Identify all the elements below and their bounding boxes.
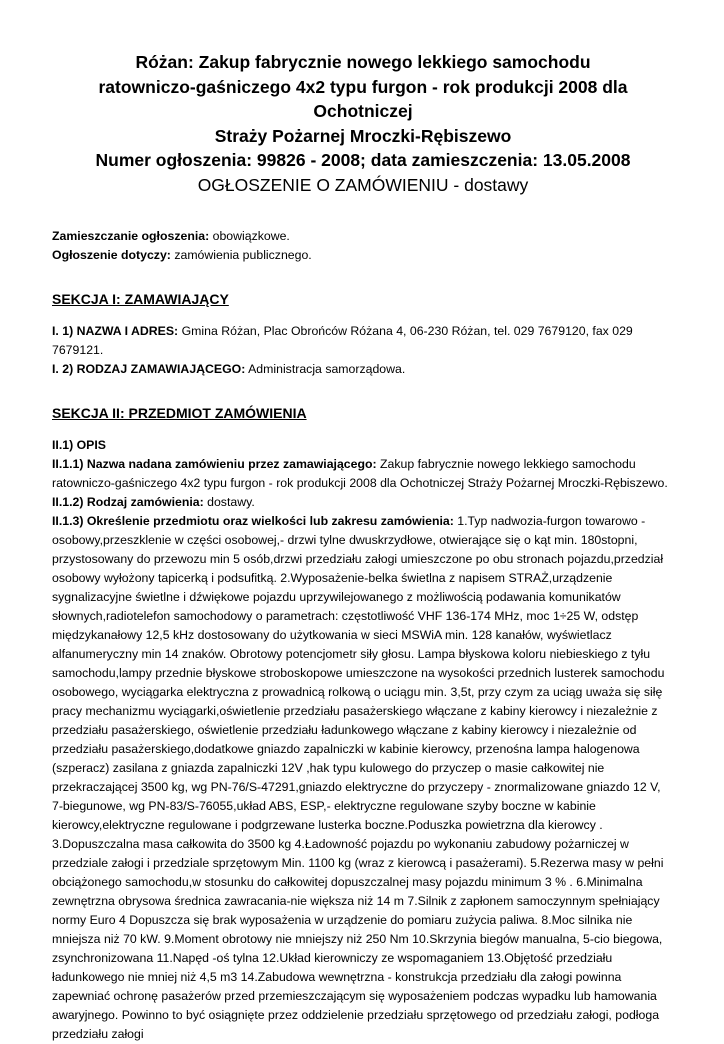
meta-dotyczy-label: Ogłoszenie dotyczy: [52, 248, 171, 262]
meta-zamieszczanie-label: Zamieszczanie ogłoszenia: [52, 229, 210, 243]
meta-zamieszczanie-value: obowiązkowe. [212, 229, 290, 243]
ii12-label: II.1.2) Rodzaj zamówienia: [52, 495, 204, 509]
document-announcement-number: Numer ogłoszenia: 99826 - 2008; data zamieszczenia: 13.05.2008 [95, 150, 631, 170]
i2-value: Administracja samorządowa. [248, 362, 406, 376]
ii11-label: II.1.1) Nazwa nadana zamówieniu przez zamawiającego: [52, 457, 377, 471]
ii1-opis-label: II.1) OPIS [52, 438, 106, 452]
ii12-value: dostawy. [207, 495, 255, 509]
i1-label: I. 1) NAZWA I ADRES: [52, 324, 179, 338]
section-1-name-address [52, 322, 674, 360]
ii13-paragraph [52, 512, 674, 1044]
section-1-type [52, 360, 674, 379]
document-title-line-2: ratowniczo-gaśniczego 4x2 typu furgon - rok produkcji 2008 dla Ochotniczej [98, 76, 628, 121]
meta-zamieszczanie [52, 227, 674, 246]
meta-dotyczy [52, 246, 674, 265]
document-title-line-3: Straży Pożarnej Mroczki-Rębiszewo [214, 125, 512, 146]
ii12-paragraph [52, 493, 674, 512]
ii11-paragraph [52, 455, 674, 493]
document-page [52, 50, 674, 1044]
ii13-value: 1.Typ nadwozia-furgon towarowo -osobowy,przeszklenie w części osobowej,- drzwi tylne dwuskrzydłowe, otwierające się o kąt min. 180stopni, przystosowany do przewozu min 5 osób,drzwi przedziału załogi umieszczone po obu stronach pojazdu,przedział osobowy wyłożony tapicerką i podsufitką. 2.Wyposażenie-belka świetlna z napisem STRAŻ,urządzenie sygnalizacyjne świetlne i dźwiękowe pojazdu uprzywilejowanego z możliwością podawania komunikatów słownych,radiotelefon samochodowy o parametrach: częstotliwość VHF 136-174 MHz, moc 1÷25 W, odstęp międzykanałowy 12,5 kHz dostosowany do użytkowania w sieci MSWiA min. 128 kanałów, wyświetlacz alfanumeryczny min 14 znaków. Obrotowy potencjometr siły głosu. Lampa błyskowa koloru niebieskiego z tyłu samochodu,lampy przednie błyskowe stroboskopowe umieszczone na wysokości przednich lusterek samochodu osobowego, wyciągarka elektryczna z prowadnicą rolkową o uciągu min. 3,5t, przy czym za uciąg uważa się siłę pracy mechanizmu wyciągarki,oświetlenie przedziału pasażerskiego włączane z kabiny kierowcy i niezależnie z przedziału pasażerskiego, oświetlenie przedziału ładunkowego włączane z kabiny kierowcy i niezależnie od przedziału pasażerskiego,dodatkowe gniazdo zapalniczki w kabinie kierowcy, przenośna lampa halogenowa (szperacz) zasilana z gniazda zapalniczki 12V ,hak typu kulowego do przyczep o masie całkowitej nie przekraczającej 3500 kg, wg PN-76/S-47291,gniazdo elektryczne do przyczepy - znormalizowane gniazdo 12 V, 7-biegunowe, wg PN-83/S-76055,układ ABS, ESP,- elektryczne regulowane szyby boczne w kabinie kierowcy,elektryczne regulowane i podgrzewane lusterka boczne.Poduszka powietrzna dla kierowcy . 3.Dopuszczalna masa całkowita do 3500 kg 4.Ładowność pojazdu po wykonaniu zabudowy pożarniczej w przedziale załogi i przedziale sprzętowym Min. 1100 kg (wraz z kierowcą i pasażerami). 5.Rezerwa masy w pełni obciążonego samochodu,w stosunku do całkowitej dopuszczalnej masy pojazdu minimum 3 % . 6.Minimalna zewnętrzna obrysowa średnica zawracania-nie większa niż 14 m 7.Silnik z zapłonem samoczynnym spełniający normy Euro 4 Dopuszcza się brak wyposażenia w urządzenie do pomiaru zużycia paliwa. 8.Moc silnika nie mniejsza niż 70 kW. 9.Moment obrotowy nie mniejszy niż 250 Nm 10.Skrzynia biegów manualna, 5-cio biegowa, zsynchronizowana 11.Napęd -oś tylna 12.Układ kierowniczy ze wspomaganiem 13.Objętość przedziału ładunkowego nie mniej niż 4,5 m3 14.Zabudowa wewnętrzna - konstrukcja przedziału dla załogi powinna zapewniać ochronę pasażerów przed przemieszczającym się wyposażeniem podczas wypadku lub hamowania awaryjnego. Powinno to być osiągnięte przez oddzielenie przedziału sprzętowego od przedziału załogi, podłoga przedziału załogi [52, 514, 665, 1041]
section-2-heading: SEKCJA II: PRZEDMIOT ZAMÓWIENIA [52, 405, 307, 421]
i2-label: I. 2) RODZAJ ZAMAWIAJĄCEGO: [52, 362, 246, 376]
ii13-label: II.1.3) Określenie przedmiotu oraz wielkości lub zakresu zamówienia: [52, 514, 454, 528]
ii11-value: Zakup fabrycznie nowego lekkiego samochodu ratowniczo-gaśniczego 4x2 typu furgon - rok produkcji 2008 dla Ochotniczej Straży Pożarnej Mroczki-Rębiszewo. [52, 457, 668, 490]
i1-value: Gmina Różan, Plac Obrońców Różana 4, 06-230 Różan, tel. 029 7679120, fax 029 7679121. [52, 324, 633, 357]
document-subtitle: OGŁOSZENIE O ZAMÓWIENIU - dostawy [197, 174, 529, 195]
meta-dotyczy-value: zamówienia publicznego. [174, 248, 312, 262]
section-1-heading: SEKCJA I: ZAMAWIAJĄCY [52, 291, 229, 307]
document-title-line-1: Różan: Zakup fabrycznie nowego lekkiego samochodu [135, 52, 591, 72]
